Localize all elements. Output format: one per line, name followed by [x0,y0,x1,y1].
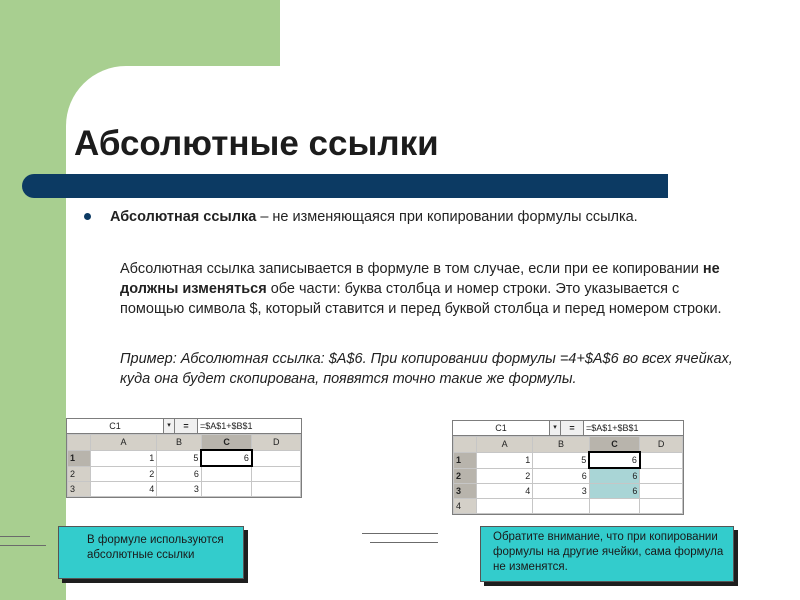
note-box-left [58,526,244,579]
name-box[interactable]: C1 [453,421,550,435]
note-box-right [480,526,734,582]
active-cell[interactable]: 6 [589,452,640,468]
decor-line [0,536,30,537]
slide-title: Абсолютные ссылки [74,124,439,163]
table-row [454,484,683,499]
cell[interactable] [201,482,252,497]
name-box[interactable]: C1 [67,419,164,433]
bullet-icon [84,213,91,220]
row-header[interactable]: 3 [68,482,91,497]
spreadsheet-right [452,420,684,515]
formula-bar [453,421,683,436]
equals-icon: = [569,423,575,433]
cell[interactable] [640,484,683,499]
selected-cell[interactable]: 6 [589,468,640,484]
cell[interactable]: 2 [476,468,532,484]
table-row [68,450,301,466]
column-header[interactable]: D [640,437,683,453]
decor-line [0,545,46,546]
example-paragraph: Пример: Абсолютная ссылка: $A$6. При копировании формулы =4+$A$6 во всех ячейках, куда она будет скопирована, появятся точно такие же формулы. [120,351,733,387]
corner-cell[interactable] [454,437,477,453]
cell[interactable]: 3 [533,484,589,499]
note-text: В формуле используются абсолютные ссылки [87,534,224,561]
title-underline-bar [22,174,668,198]
cell[interactable]: 1 [90,450,156,466]
row-header[interactable]: 4 [454,499,477,514]
active-cell[interactable]: 6 [201,450,252,466]
spreadsheet-left [66,418,302,498]
cell[interactable] [640,452,683,468]
column-header[interactable]: A [476,437,532,453]
cell[interactable]: 5 [157,450,202,466]
equals-icon: = [183,421,189,431]
formula-input[interactable]: =$A$1+$B$1 [197,419,301,433]
definition-paragraph [110,207,710,227]
cell[interactable] [589,499,640,514]
corner-cell[interactable] [68,435,91,451]
column-header[interactable]: B [533,437,589,453]
cell[interactable]: 1 [476,452,532,468]
decor-line [362,533,438,534]
chevron-down-icon[interactable]: ▾ [550,421,561,435]
cell[interactable] [476,499,532,514]
selected-cell[interactable]: 6 [589,484,640,499]
explanation-bold: не должны изменяться [120,261,720,297]
column-header[interactable]: D [252,435,301,451]
decor-line [370,542,438,543]
cell[interactable] [252,450,301,466]
cell-grid [67,434,301,497]
explanation-text-b: обе части: буква столбца и номер строки. Это указывается с помощью символа $, который ставится и перед буквой столбца и перед номером строки. [120,281,722,317]
column-header[interactable]: C [589,437,640,453]
cell[interactable]: 2 [90,466,156,482]
cell[interactable]: 3 [157,482,202,497]
row-header[interactable]: 2 [454,468,477,484]
row-header[interactable]: 2 [68,466,91,482]
formula-bar [67,419,301,434]
column-header[interactable]: C [201,435,252,451]
table-row [454,499,683,514]
cell[interactable]: 4 [476,484,532,499]
row-header[interactable]: 1 [454,452,477,468]
column-header[interactable]: A [90,435,156,451]
formula-input[interactable]: =$A$1+$B$1 [583,421,683,435]
explanation-paragraph [110,259,740,319]
cell[interactable] [252,466,301,482]
row-header[interactable]: 3 [454,484,477,499]
explanation-text-a: Абсолютная ссылка записывается в формуле в том случае, если при ее копировании [120,261,703,277]
table-row [454,452,683,468]
note-text: Обратите внимание, что при копировании формулы на другие ячейки, сама формула не изменятся. [493,531,724,573]
cell[interactable] [252,482,301,497]
cell[interactable] [640,499,683,514]
definition-term: Абсолютная ссылка [110,209,257,225]
chevron-down-icon[interactable]: ▾ [164,419,175,433]
cell[interactable]: 4 [90,482,156,497]
cell[interactable] [640,468,683,484]
cell[interactable]: 6 [533,468,589,484]
cell[interactable] [533,499,589,514]
table-row [68,466,301,482]
column-header[interactable]: B [157,435,202,451]
cell-grid [453,436,683,514]
cell[interactable]: 5 [533,452,589,468]
cell[interactable] [201,466,252,482]
table-row [454,468,683,484]
definition-text: – не изменяющаяся при копировании формулы ссылка. [256,209,638,225]
cell[interactable]: 6 [157,466,202,482]
row-header[interactable]: 1 [68,450,91,466]
table-row [68,482,301,497]
